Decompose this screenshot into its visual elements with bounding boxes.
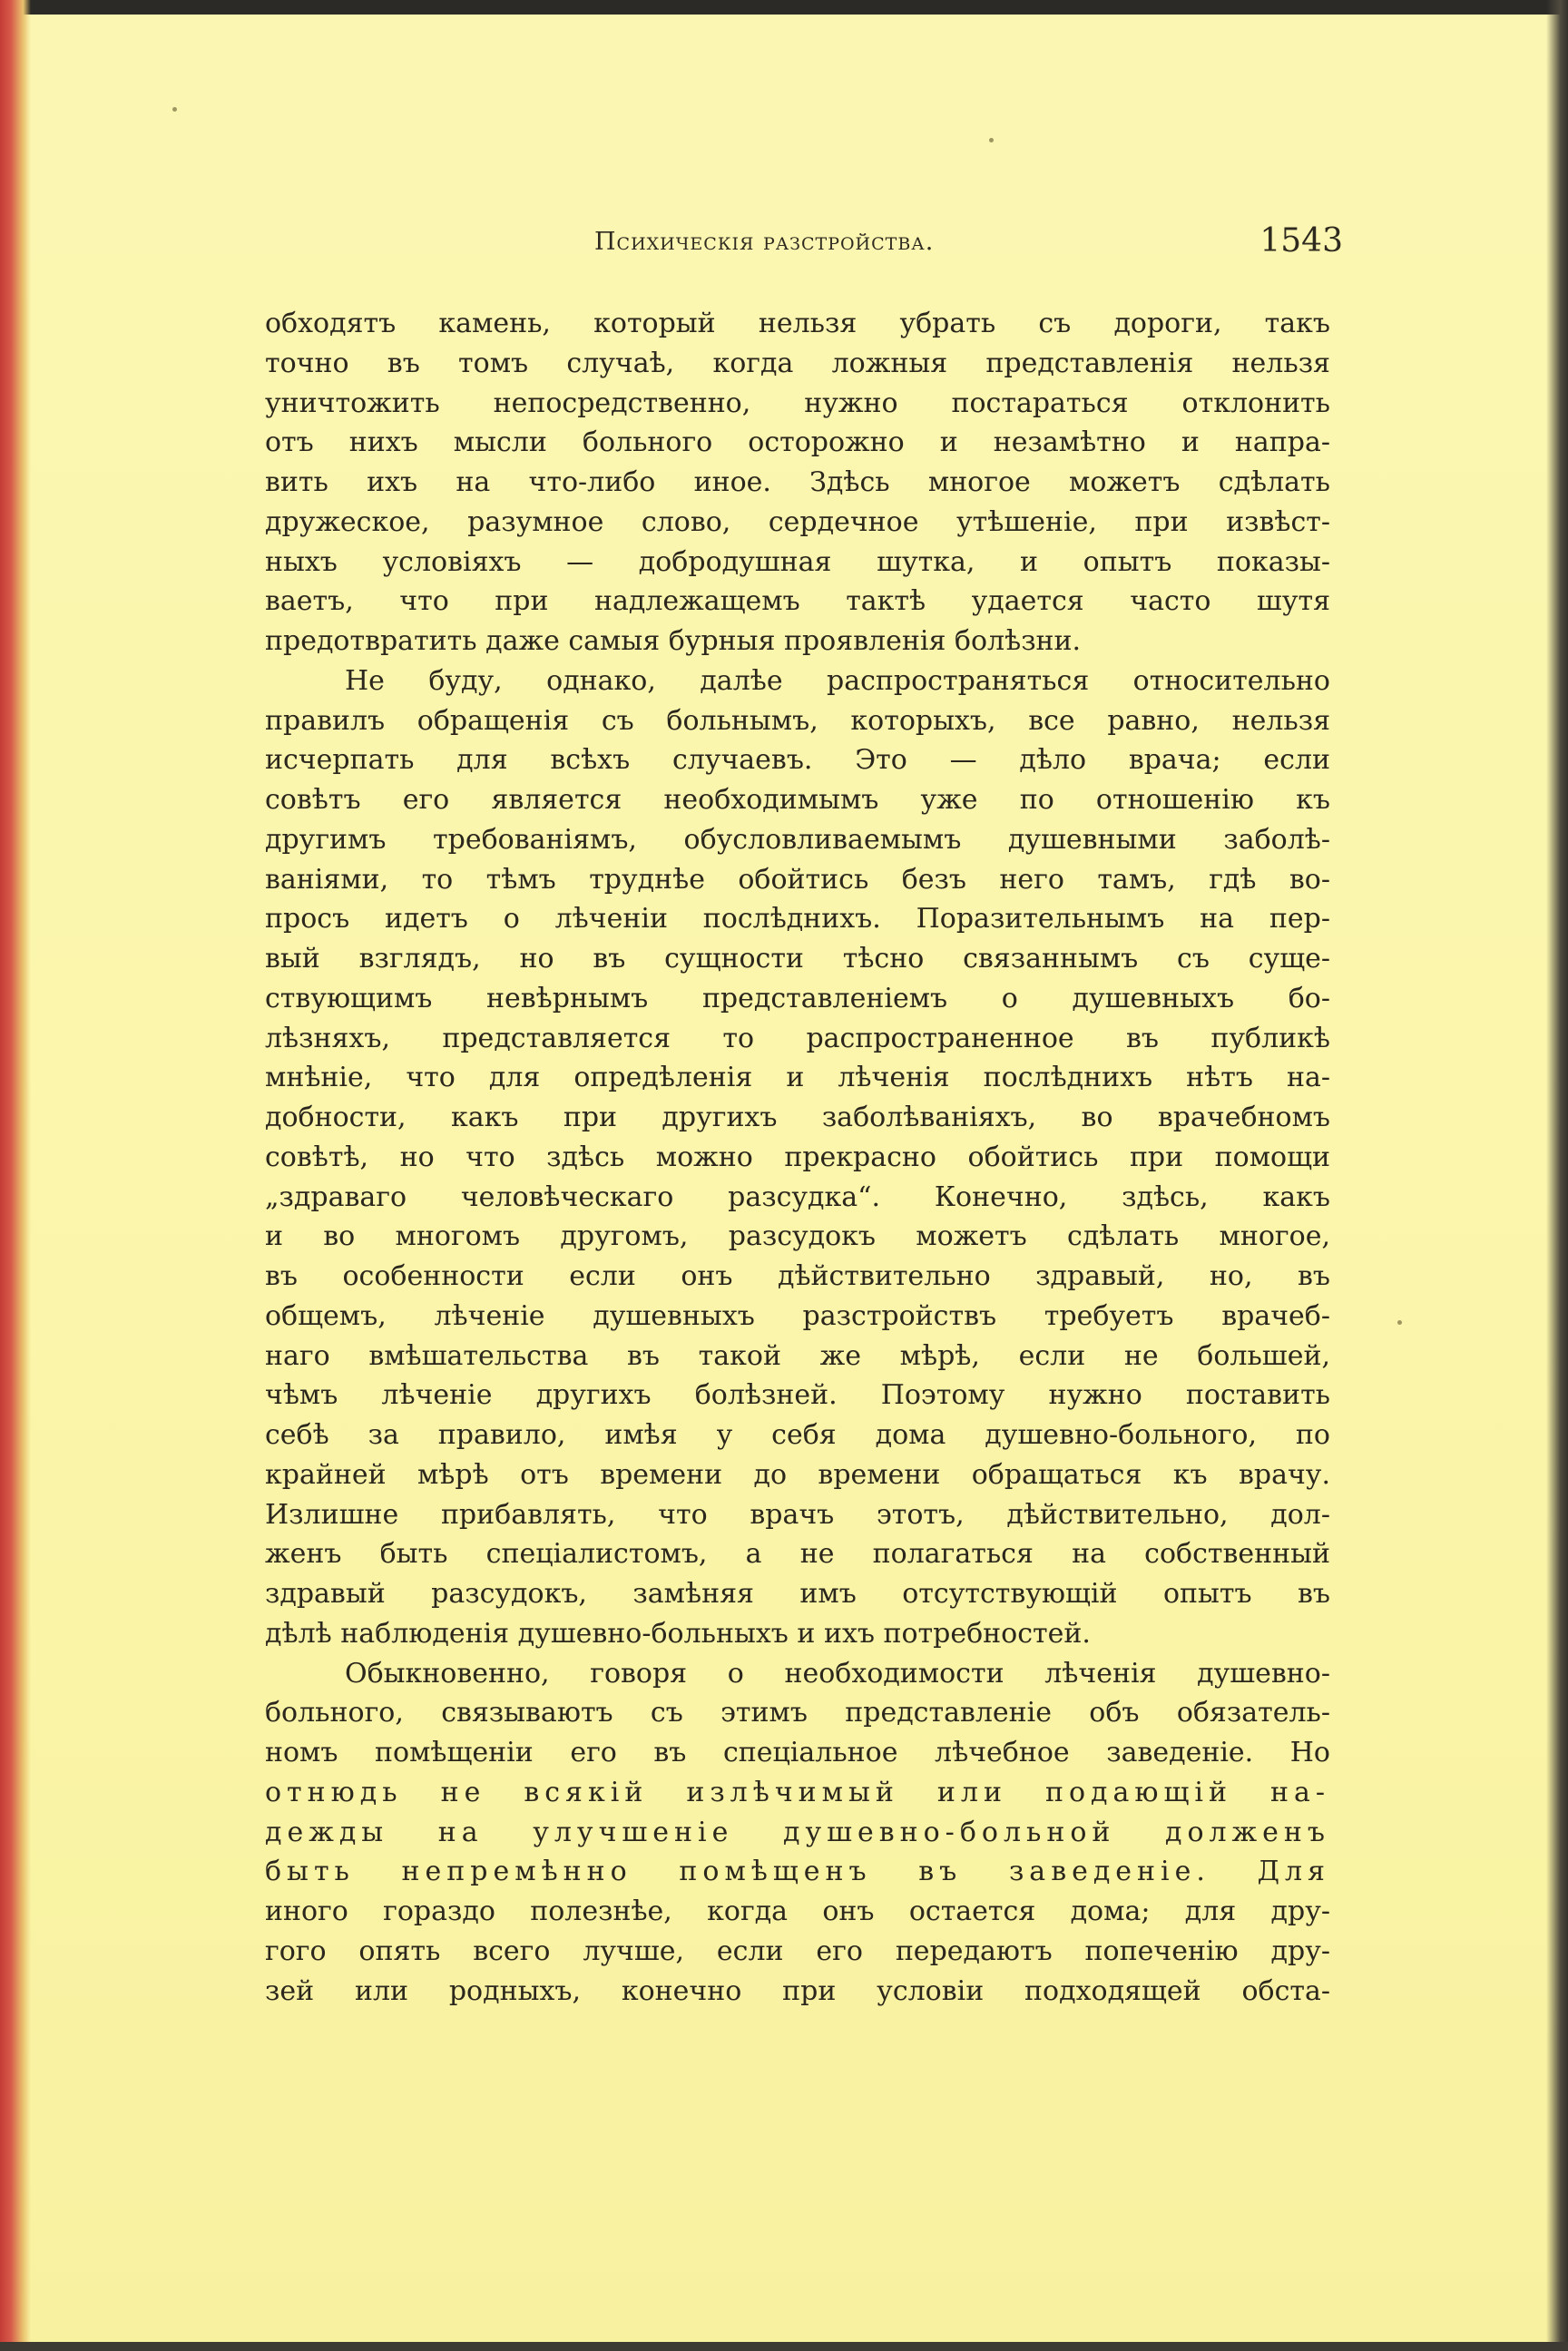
text-line: просъ идетъ о лѣченіи послѣднихъ. Поразительнымъ на пер- — [265, 903, 1330, 936]
text-line: крайней мѣрѣ отъ времени до времени обращаться къ врачу. — [265, 1458, 1330, 1491]
text-line: номъ помѣщеніи его въ спеціальное лѣчебное заведеніе. Но — [265, 1737, 1330, 1768]
paper-speck — [1397, 1320, 1402, 1325]
text-line: дѣлѣ наблюденія душевно-больныхъ и ихъ потребностей. — [265, 1617, 1091, 1650]
text-line: себѣ за правило, имѣя у себя дома душевно-больного, по — [265, 1419, 1330, 1451]
emphasized-line: отнюдь не всякій излѣчимый или подающій на- — [265, 1776, 1330, 1808]
text-line: Излишне прибавлять, что врачъ этотъ, дѣйствительно, дол- — [265, 1498, 1330, 1531]
text-line: гого опять всего лучше, если его передаютъ попеченію дру- — [265, 1935, 1330, 1967]
running-head-title: Психическія разстройства. — [594, 228, 935, 256]
text-line: правилъ обращенія съ больнымъ, которыхъ, все равно, нельзя — [265, 704, 1330, 737]
text-line: обходятъ камень, который нельзя убрать съ дороги, такъ — [265, 308, 1330, 339]
text-line: дружеское, разумное слово, сердечное утѣшеніе, при извѣст- — [265, 505, 1330, 538]
text-line: больного, связываютъ съ этимъ представленіе объ обязатель- — [265, 1697, 1330, 1729]
text-line: вый взглядъ, но въ сущности тѣсно связаннымъ съ суще- — [265, 943, 1330, 975]
text-line: лѣзняхъ, представляется то распространенное въ публикѣ — [265, 1022, 1330, 1054]
text-line: чѣмъ лѣченіе другихъ болѣзней. Поэтому нужно поставить — [265, 1379, 1330, 1412]
paragraph-first-line: Не буду, однако, далѣе распространяться относительно — [345, 664, 1330, 697]
text-line: женъ быть спеціалистомъ, а не полагаться на собственный — [265, 1538, 1330, 1571]
running-head — [263, 222, 1343, 262]
text-line: иного гораздо полезнѣе, когда онъ остается дома; для дру- — [265, 1895, 1330, 1927]
emphasized-line: дежды на улучшеніе душевно-больной долженъ — [265, 1816, 1330, 1848]
text-line: зей или родныхъ, конечно при условіи подходящей обста- — [265, 1974, 1330, 2007]
text-line: другимъ требованіямъ, обусловливаемымъ душевными заболѣ- — [265, 823, 1330, 856]
text-line: уничтожить непосредственно, нужно постараться отклонить — [265, 387, 1330, 419]
text-line: здравый разсудокъ, замѣняя имъ отсутствующій опытъ въ — [265, 1578, 1330, 1610]
text-line: мнѣніе, что для опредѣленія и лѣченія послѣднихъ нѣтъ на- — [265, 1062, 1330, 1094]
text-line: добности, какъ при другихъ заболѣваніяхъ, во врачебномъ — [265, 1102, 1330, 1133]
paper-speck — [172, 107, 177, 112]
book-spine-edge — [0, 0, 31, 2351]
text-line: предотвратить даже самыя бурныя проявленія болѣзни. — [265, 625, 1082, 657]
text-line: ваніями, то тѣмъ труднѣе обойтись безъ него тамъ, гдѣ во- — [265, 863, 1330, 896]
scan-top-border — [0, 0, 1568, 15]
emphasized-line: быть непремѣнно помѣщенъ въ заведеніе. Для — [265, 1856, 1330, 1888]
paragraph-first-line: Обыкновенно, говоря о необходимости лѣченія душевно- — [345, 1657, 1330, 1690]
text-line: совѣтѣ, но что здѣсь можно прекрасно обойтись при помощи — [265, 1141, 1330, 1173]
text-line: и во многомъ другомъ, разсудокъ можетъ сдѣлать многое, — [265, 1220, 1330, 1253]
body-text — [265, 304, 1330, 2246]
text-line: вить ихъ на что-либо иное. Здѣсь многое можетъ сдѣлать — [265, 466, 1330, 498]
text-line: исчерпать для всѣхъ случаевъ. Это — дѣло врача; если — [265, 744, 1330, 777]
text-line: отъ нихъ мысли больного осторожно и незамѣтно и напра- — [265, 426, 1330, 459]
text-line: совѣтъ его является необходимымъ уже по отношенію къ — [265, 784, 1330, 816]
scan-right-border — [1546, 0, 1568, 2351]
text-line: наго вмѣшательства въ такой же мѣрѣ, если не большей, — [265, 1339, 1330, 1372]
paper-speck — [989, 138, 994, 142]
text-line: „здраваго человѣческаго разсудка“. Конечно, здѣсь, какъ — [265, 1180, 1330, 1213]
text-line: ствующимъ невѣрнымъ представленіемъ о душевныхъ бо- — [265, 982, 1330, 1014]
text-line: общемъ, лѣченіе душевныхъ разстройствъ требуетъ врачеб- — [265, 1299, 1330, 1332]
scan-bottom-border — [0, 2342, 1568, 2351]
text-line: ваетъ, что при надлежащемъ тактѣ удается часто шутя — [265, 585, 1330, 618]
text-line: точно въ томъ случаѣ, когда ложныя представленія нельзя — [265, 347, 1330, 379]
page-number: 1543 — [1259, 222, 1343, 260]
text-line: ныхъ условіяхъ — добродушная шутка, и опытъ показы- — [265, 545, 1330, 578]
text-line: въ особенности если онъ дѣйствительно здравый, но, въ — [265, 1260, 1330, 1292]
